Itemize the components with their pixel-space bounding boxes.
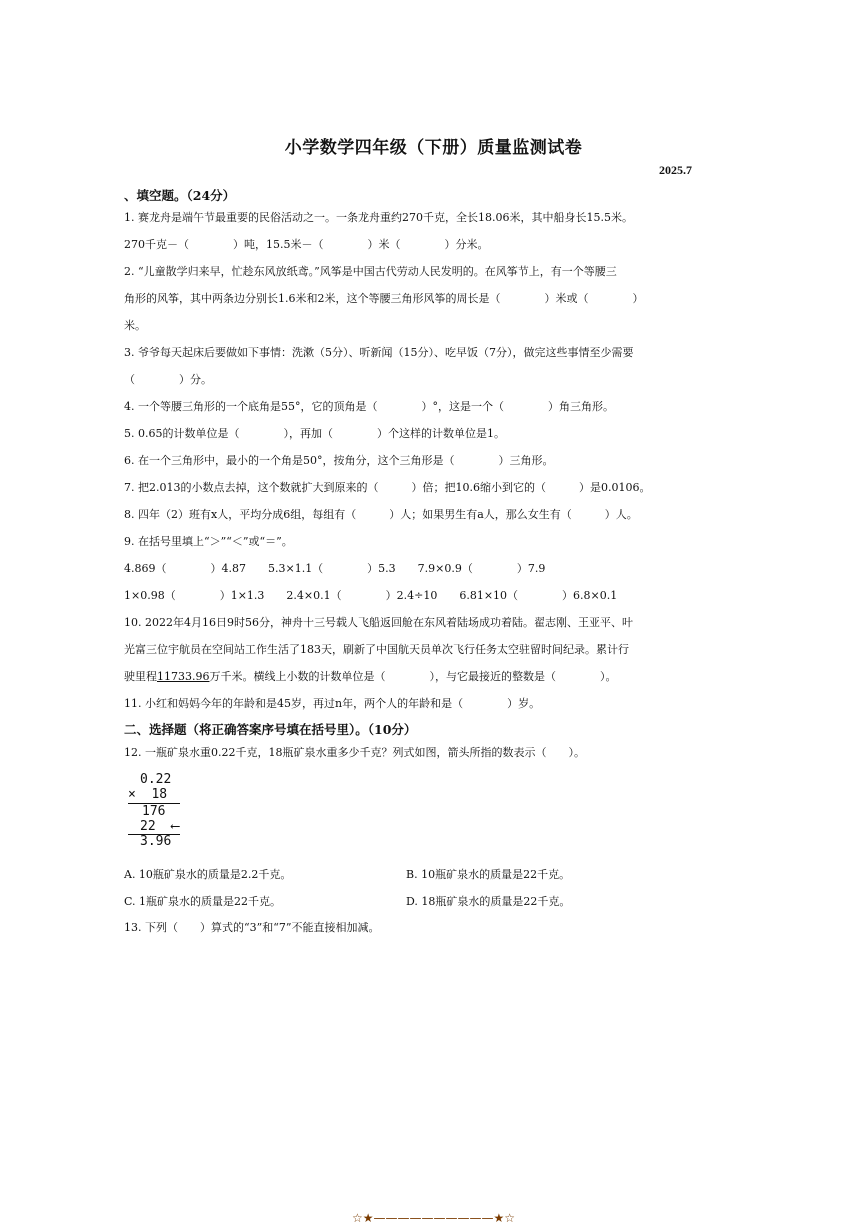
question-line: 角形的风筝，其中两条边分别长1.6米和2米，这个等腰三角形风筝的周长是（ ）米或（ ）: [124, 292, 644, 305]
question-line: 6. 在一个三角形中，最小的一个角是50°，按角分，这个三角形是（ ）三角形。: [124, 454, 554, 467]
calc-row-partial-2: 22 ⟵: [140, 819, 180, 834]
question-line: 4.869（ ）4.87 5.3×1.1（ ）5.3 7.9×0.9（ ）7.9: [124, 562, 546, 575]
question-line: 驶里程11733.96万千米。横线上小数的计数单位是（ ），与它最接近的整数是（ ）。: [124, 670, 617, 683]
question-line: 9. 在括号里填上“＞”“＜”或“＝”。: [124, 535, 293, 548]
footer-ornament: ☆★——————————★☆: [351, 1211, 516, 1225]
question-line: 11. 小红和妈妈今年的年龄和是45岁，再过n年，两个人的年龄和是（ ）岁。: [124, 697, 541, 710]
question-line: 7. 把2.013的小数点去掉，这个数就扩大到原来的（ ）倍；把10.6缩小到它的（ ）是0.0106。: [124, 481, 651, 494]
option-b: B. 10瓶矿泉水的质量是22千克。: [406, 868, 571, 881]
section-fill-blank-heading: 、填空题。（24分）: [124, 188, 236, 203]
question-line: 3. 爷爷每天起床后要做如下事情：洗漱（5分）、听新闻（15分）、吃早饭（7分），做完这些事情至少需要: [124, 346, 634, 359]
question-12: 12. 一瓶矿泉水重0.22千克，18瓶矿泉水重多少千克？列式如图，箭头所指的数表示（ ）。: [124, 746, 585, 759]
section-choice-heading: 二、选择题（将正确答案序号填在括号里）。（10分）: [124, 722, 417, 737]
question-line: 2. “儿童散学归来早，忙趁东风放纸鸢。”风筝是中国古代劳动人民发明的。在风筝节上，有一个等腰三: [124, 265, 617, 278]
page-title: 小学数学四年级（下册）质量监测试卷: [284, 138, 583, 158]
question-line: 10. 2022年4月16日9时56分，神舟十三号载人飞船返回舱在东风着陆场成功着陆。翟志刚、王亚平、叶: [124, 616, 633, 629]
option-c: C. 1瓶矿泉水的质量是22千克。: [124, 895, 282, 908]
question-line: 270千克－（ ）吨，15.5米－（ ）米（ ）分米。: [124, 238, 489, 251]
vertical-multiplication: [126, 772, 206, 848]
question-line: 5. 0.65的计数单位是（ ），再加（ ）个这样的计数单位是1。: [124, 427, 505, 440]
question-line: 8. 四年（2）班有x人，平均分成6组，每组有（ ）人；如果男生有a人，那么女生有（ ）人。: [124, 508, 638, 521]
calc-row-partial-1: 176: [142, 804, 166, 819]
question-line: （ ）分。: [124, 373, 212, 386]
question-line: 4. 一个等腰三角形的一个底角是55°，它的顶角是（ ）°，这是一个（ ）角三角形。: [124, 400, 614, 413]
question-line: 1×0.98（ ）1×1.3 2.4×0.1（ ）2.4÷10 6.81×10（ ）6.8×0.1: [124, 589, 618, 602]
exam-date: 2025.7: [659, 163, 692, 177]
underlined-number: 11733.96: [157, 670, 210, 683]
question-line: 光富三位宇航员在空间站工作生活了183天，刷新了中国航天员单次飞行任务太空驻留时间纪录。累计行: [124, 643, 629, 656]
question-line: 米。: [124, 319, 146, 332]
question-line: 1. 赛龙舟是端午节最重要的民俗活动之一。一条龙舟重约270千克，全长18.06米，其中船身长15.5米。: [124, 211, 633, 224]
calc-row-multiplicand: 0.22: [140, 772, 172, 787]
option-a: A. 10瓶矿泉水的质量是2.2千克。: [124, 868, 292, 881]
calc-row-multiplier: × 18: [128, 787, 168, 802]
option-d: D. 18瓶矿泉水的质量是22千克。: [406, 895, 571, 908]
calc-row-product: 3.96: [140, 834, 172, 849]
question-13: 13. 下列（ ）算式的“3”和“7”不能直接相加减。: [124, 921, 380, 934]
